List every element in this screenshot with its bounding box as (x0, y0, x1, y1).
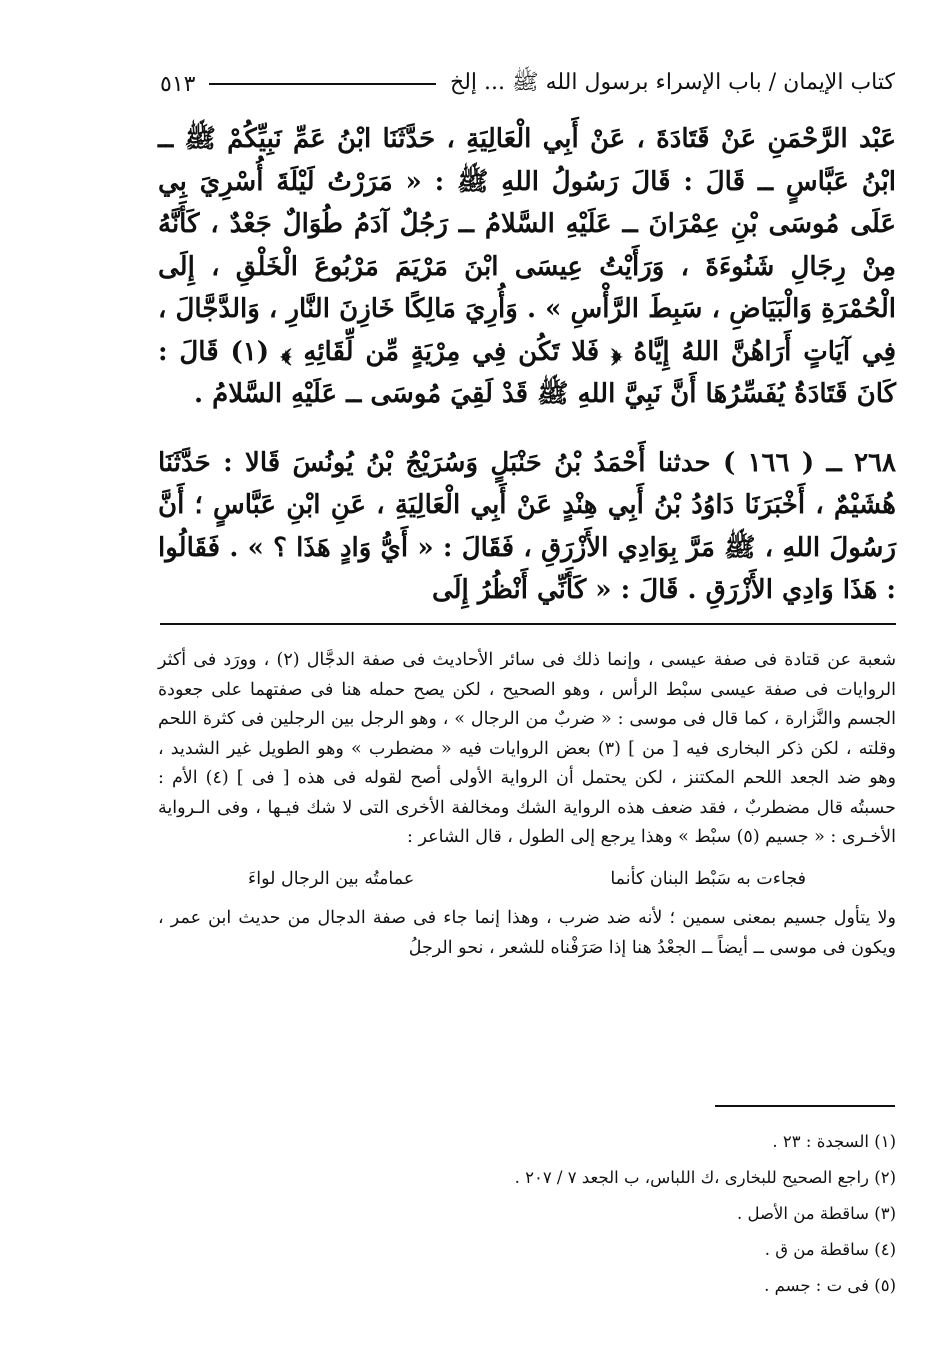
commentary-paragraph-2: ولا يتأول جسيم بمعنى سمين ؛ لأنه ضد ضرب ، وهذا إنما جاء فى صفة الدجال من حديث ابن عمر ، ويكون فى موسى ــ أيضاً ــ الجعْدُ هنا إذا صَرَفْناه للشعر ، نحو الرجلُ (158, 908, 896, 958)
footnotes-divider (715, 1105, 895, 1107)
header-rule (209, 83, 436, 85)
header-title: كتاب الإيمان / باب الإسراء برسول الله ﷺ ... إلخ (450, 70, 895, 95)
commentary (158, 646, 896, 963)
footnotes (300, 1124, 896, 1304)
footnote-5: (٥) فى ت : جسم . (764, 1276, 896, 1295)
commentary-paragraph-1: شعبة عن قتادة فى صفة عيسى ، وإنما ذلك فى سائر الأحاديث فى صفة الدجَّال (٢) ، وورَد فى أكثر الروايات فى صفة عيسى سبْط الرأس ، وهو الصحيح ، لكن يصح حمله هنا فى صفتهما على جعودة الجسم والنَّزارة ، كما قال فى موسى : « ضربٌ من الرجال » ، وهو الرجل بين الرجلين فى كثرة اللحم وقلته ، لكن ذكر البخارى فيه [ من ] (٣) بعض الروايات فيه « مضطرب » وهو الطويل غير الشديد ، وهو ضد الجعد اللحم المكتنز ، لكن يحتمل أن الرواية الأولى أصح لقوله فى هذه [ فى ] (٤) الأم : حسبتُه قال مضطربٌ ، فقد ضعف هذه الرواية الشك ومخالفة الأخرى التى لا شك فيـها ، وفى الـرواية الأخـرى : « جسيم (٥) سبْط » وهذا يرجع إلى الطول ، قال الشاعر : (158, 650, 896, 847)
hadith-paragraph-2: ٢٦٨ ــ ( ١٦٦ ) حدثنا أَحْمَدُ بْنُ حَنْبَلٍ وَسُرَيْجُ بْنُ يُونُسَ قَالا : حَدَّثَنَا هُشَيْمٌ ، أَخْبَرَنَا دَاوُدُ بْنُ أَبِي هِنْدٍ عَنْ أَبِي الْعَالِيَةِ ، عَنِ ابْنِ عَبَّاسٍ ؛ أَنَّ رَسُولَ اللهِ ، ﷺ مَرَّ بِوَادِي الأَزْرَقِ ، فَقَالَ : « أَيُّ وَادٍ هَذَا ؟ » . فَقَالُوا : هَذَا وَادِي الأَزْرَقِ . قَالَ : « كَأَنِّي أَنْظُرُ إِلَى (158, 447, 896, 605)
page-number: ٥١٣ (160, 71, 196, 97)
poetry-verse (158, 865, 896, 895)
footnote-4: (٤) ساقطة من ق . (764, 1240, 896, 1259)
running-header (160, 64, 895, 104)
verse-second-hemistich: عمامتُه بين الرجال لواءَ (248, 868, 415, 889)
verse-first-hemistich: فجاءت به سَبْط البنان كأنما (610, 868, 806, 889)
hadith-text (158, 118, 896, 612)
hadith-paragraph-1: عَبْد الرَّحْمَنِ عَنْ قَتَادَةَ ، عَنْ أَبِي الْعَالِيَةِ ، حَدَّثَنَا ابْنُ عَمِّ نَبِيِّكُمْ ﷺ ــ ابْنُ عَبَّاسٍ ــ قَالَ : قَالَ رَسُولُ اللهِ ﷺ : « مَرَرْتُ لَيْلَةَ أُسْرِيَ بِي عَلَى مُوسَى بْنِ عِمْرَانَ ــ عَلَيْهِ السَّلامُ ــ رَجُلٌ آدَمُ طُوَالٌ جَعْدٌ ، كَأَنَّهُ مِنْ رِجَالِ شَنُوءَةَ ، وَرَأَيْتُ عِيسَى ابْنَ مَرْيَمَ مَرْبُوعَ الْخَلْقِ ، إِلَى الْحُمْرَةِ وَالْبَيَاضِ ، سَبِطَ الرَّأْسِ » . وَأُرِيَ مَالِكًا خَازِنَ النَّارِ ، وَالدَّجَّالَ ، فِي آيَاتٍ أَرَاهُنَّ اللهُ إِيَّاهُ ﴿ فَلا تَكُن فِي مِرْيَةٍ مِّن لِّقَائِهِ ﴾ (١) قَالَ : كَانَ قَتَادَةُ يُفَسِّرُهَا أَنَّ نَبِيَّ اللهِ ﷺ قَدْ لَقِيَ مُوسَى ــ عَلَيْهِ السَّلامُ . (158, 124, 896, 409)
commentary-divider (160, 623, 896, 625)
footnote-3: (٣) ساقطة من الأصل . (737, 1204, 896, 1223)
footnote-2: (٢) راجع الصحيح للبخارى ،ك اللباس، ب الجعد ٧ / ٢٠٧ . (514, 1168, 896, 1187)
footnote-1: (١) السجدة : ٢٣ . (772, 1132, 896, 1151)
